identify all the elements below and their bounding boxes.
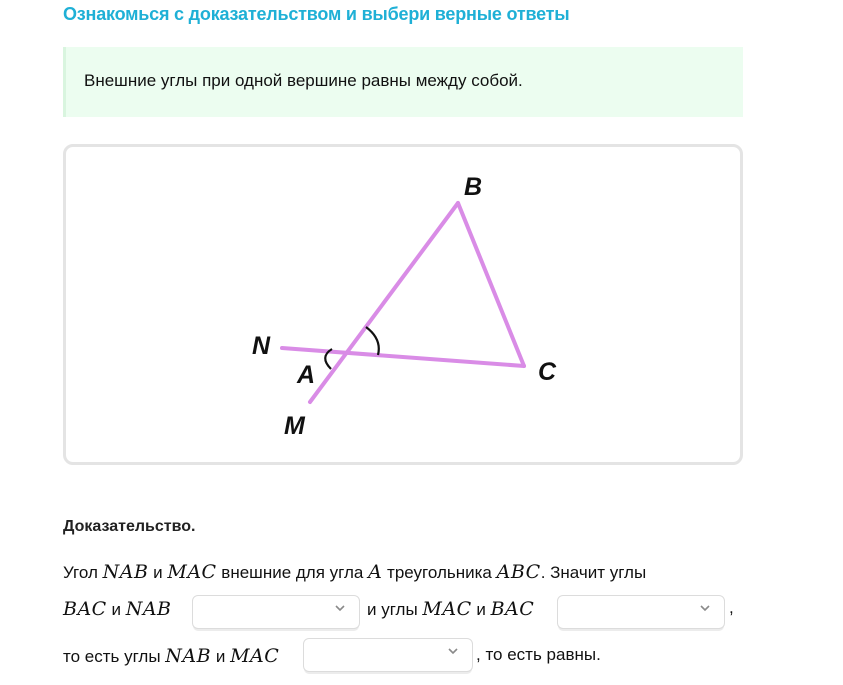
geometry-figure-card (63, 144, 743, 465)
proof-text: и углы (367, 600, 423, 619)
answer-dropdown-3[interactable] (303, 638, 473, 672)
math-angle-nab: NAB (165, 645, 212, 667)
theorem-statement-text: Внешние углы при одной вершине равны между собой. (84, 71, 523, 90)
point-label-n: N (252, 332, 271, 360)
math-triangle-abc: ABC (496, 561, 541, 583)
proof-text: внешние для угла (216, 563, 369, 582)
proof-text: и (211, 647, 231, 666)
proof-text: Угол (63, 563, 103, 582)
math-angle-mac: MAC (167, 561, 217, 583)
chevron-down-icon (446, 644, 460, 658)
math-angle-nab: NAB (102, 561, 149, 583)
vertex-label-c: C (538, 358, 557, 386)
proof-line-2-middle (367, 598, 534, 620)
math-angle-bac: BAC (63, 598, 107, 620)
segment-bc (458, 203, 524, 366)
chevron-down-icon (698, 601, 712, 615)
proof-text: . Значит углы (540, 563, 647, 582)
proof-text: треугольника (382, 563, 497, 582)
proof-line-1 (63, 561, 646, 583)
answer-dropdown-1[interactable] (192, 595, 360, 629)
proof-text: , (729, 598, 734, 617)
proof-heading: Доказательство. (63, 518, 196, 535)
proof-text: и (471, 600, 491, 619)
proof-line-2-start (63, 598, 172, 620)
chevron-down-icon (333, 601, 347, 615)
task-title: Ознакомься с доказательством и выбери верные ответы (63, 4, 570, 24)
math-angle-mac: MAC (230, 645, 280, 667)
math-vertex-a: A (368, 561, 383, 583)
angle-arc-nab (366, 327, 379, 355)
triangle-diagram (66, 147, 740, 462)
proof-text: , то есть равны. (476, 645, 601, 664)
segment-nc (282, 348, 524, 366)
vertex-label-b: B (464, 173, 483, 201)
theorem-statement-box (63, 47, 743, 117)
proof-text: то есть углы (63, 647, 166, 666)
math-angle-bac: BAC (490, 598, 535, 620)
math-angle-mac: MAC (422, 598, 472, 620)
math-angle-nab: NAB (125, 598, 172, 620)
proof-line-2-end (729, 598, 734, 618)
proof-text: и (106, 600, 126, 619)
proof-text: и (148, 563, 168, 582)
proof-line-3-start (63, 645, 279, 667)
point-label-m: M (284, 412, 305, 440)
segment-mb (310, 203, 458, 402)
vertex-label-a: A (297, 361, 316, 389)
answer-dropdown-2[interactable] (557, 595, 725, 629)
proof-line-3-end (476, 645, 601, 665)
